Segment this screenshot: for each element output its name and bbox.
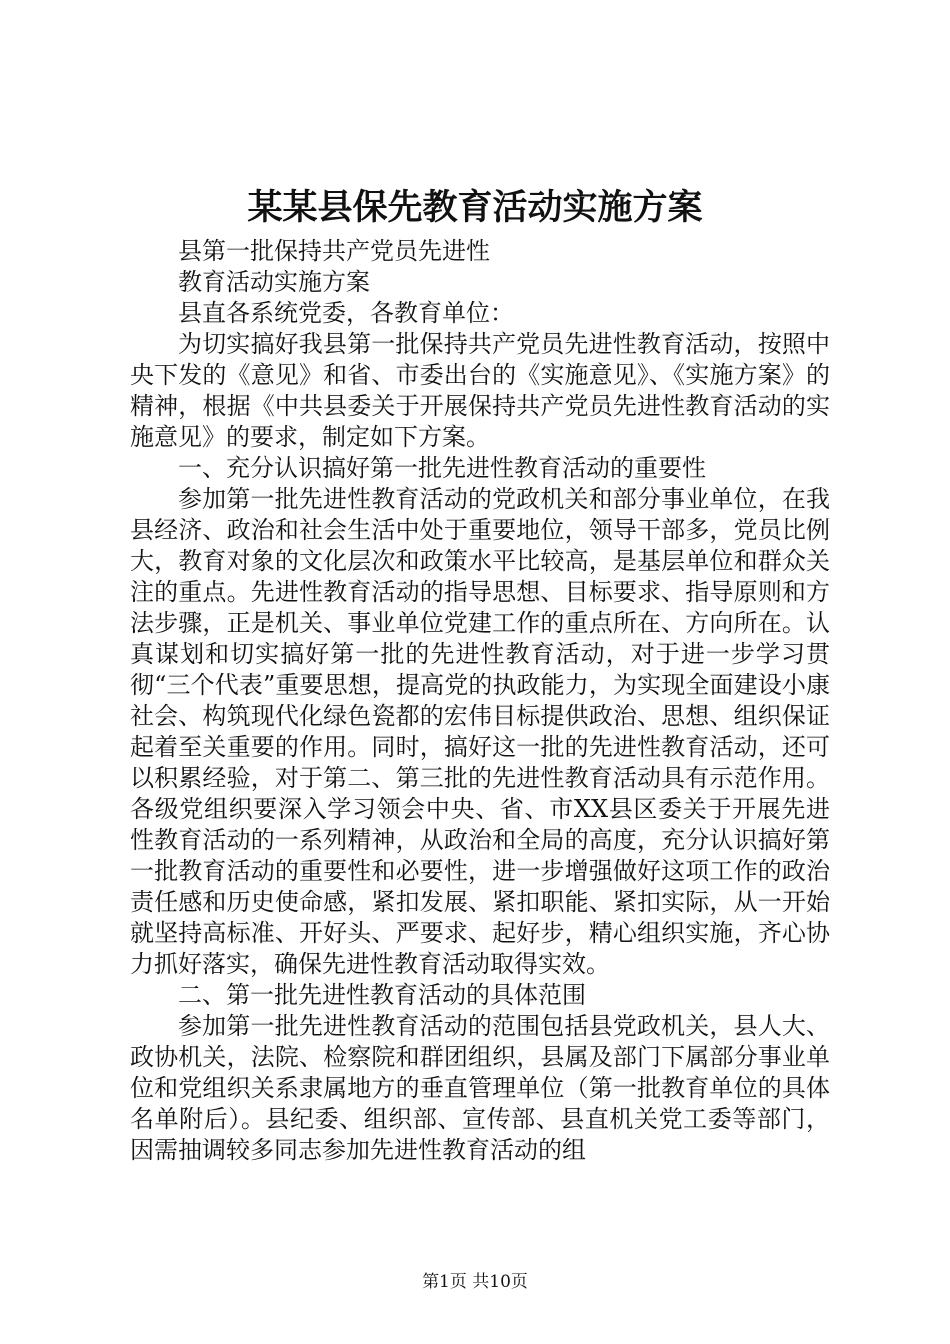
page-number-footer: 第1页 共10页 — [422, 1272, 528, 1292]
document-body — [130, 236, 830, 1166]
section-heading-2: 二、第一批先进性教育活动的具体范围 — [178, 981, 586, 1009]
section-2-paragraph: 参加第一批先进性教育活动的范围包括县党政机关，县人大、政协机关，法院、检察院和群团组织，县属及部门下属部分事业单位和党组织关系隶属地方的垂直管理单位（第一批教育单位的具体名单附后）。县纪委、组织部、宣传部、县直机关党工委等部门，因需抽调较多同志参加先进性教育活动的组 — [130, 1012, 830, 1164]
section-1-paragraph: 参加第一批先进性教育活动的党政机关和部分事业单位，在我县经济、政治和社会生活中处于重要地位，领导干部多，党员比例大，教育对象的文化层次和政策水平比较高，是基层单位和群众关注的重点。先进性教育活动的指导思想、目标要求、指导原则和方法步骤，正是机关、事业单位党建工作的重点所在、方向所在。认真谋划和切实搞好第一批的先进性教育活动，对于进一步学习贯彻“三个代表”重要思想，提高党的执政能力，为实现全面建设小康社会、构筑现代化绿色瓷都的宏伟目标提供政治、思想、组织保证起着至关重要的作用。同时，搞好这一批的先进性教育活动，还可以积累经验，对于第二、第三批的先进性教育活动具有示范作用。各级党组织要深入学习领会中央、省、市XX县区委关于开展先进性教育活动的一系列精神，从政治和全局的高度，充分认识搞好第一批教育活动的重要性和必要性，进一步增强做好这项工作的政治责任感和历史使命感，紧扣发展、紧扣职能、紧扣实际，从一开始就坚持高标准、开好头、严要求、起好步，精心组织实施，齐心协力抓好落实，确保先进性教育活动取得实效。 — [130, 485, 830, 978]
section-heading-1: 一、充分认识搞好第一批先进性教育活动的重要性 — [178, 454, 706, 482]
salutation: 县直各系统党委，各教育单位： — [178, 299, 514, 327]
intro-paragraph: 为切实搞好我县第一批保持共产党员先进性教育活动，按照中央下发的《意见》和省、市委出台的《实施意见》、《实施方案》的精神，根据《中共县委关于开展保持共产党员先进性教育活动的实施意见》的要求，制定如下方案。 — [130, 330, 830, 451]
heading-line-1: 县第一批保持共产党员先进性 — [178, 237, 490, 265]
heading-line-2: 教育活动实施方案 — [178, 268, 370, 296]
document-title: 某某县保先教育活动实施方案 — [247, 187, 703, 228]
